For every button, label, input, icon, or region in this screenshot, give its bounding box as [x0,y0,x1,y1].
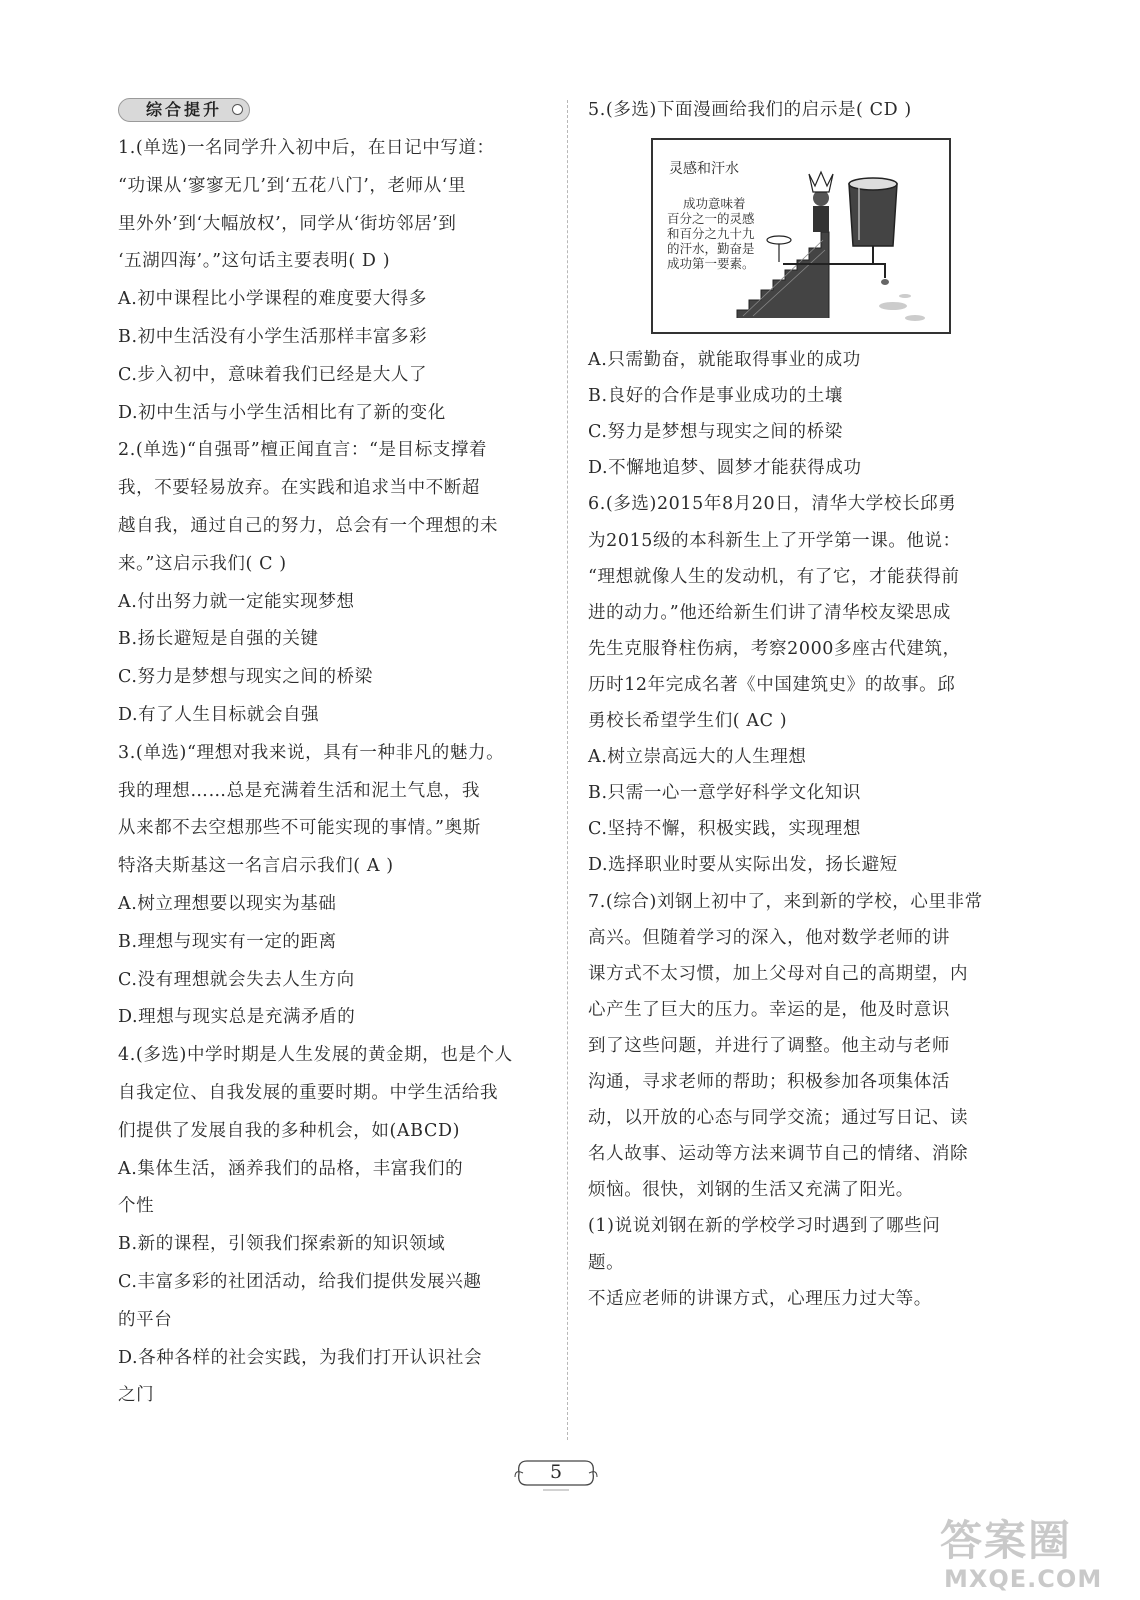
text-line: C.努力是梦想与现实之间的桥梁 [588,422,843,443]
text-line: “功课从‘寥寥无几’到‘五花八门’，老师从‘里 [118,175,467,196]
text-line: B.新的课程，引领我们探索新的知识领域 [118,1234,446,1255]
text-line: 动，以开放的心态与同学交流；通过写日记、读 [588,1108,969,1129]
text-line: 5.(多选)下面漫画给我们的启示是( CD ) [588,100,912,120]
cartoon-caption-line: 百分之一的灵感 [667,211,755,226]
text-line: 题。 [588,1252,625,1273]
text-line: 心产生了巨大的压力。幸运的是，他及时意识 [588,999,950,1020]
text-line: B.初中生活没有小学生活那样丰富多彩 [118,327,428,347]
cartoon-title: 灵感和汗水 [669,161,739,177]
text-line: C.步入初中，意味着我们已经是大人了 [118,364,428,385]
text-line: A.付出努力就一定能实现梦想 [118,591,355,612]
text-line: A.初中课程比小学课程的难度要大得多 [118,289,427,310]
text-line: C.努力是梦想与现实之间的桥梁 [118,667,373,688]
text-line: 课方式不太习惯，加上父母对自己的高期望，内 [588,963,969,984]
section-title-banner [118,98,250,122]
site-watermark [940,1518,1130,1596]
text-line: 为2015级的本科新生上了开学第一课。他说： [588,530,961,551]
text-line: C.坚持不懈，积极实践，实现理想 [588,819,861,840]
text-line: 勇校长希望学生们( AC ) [588,711,788,731]
text-line: 们提供了发展自我的多种机会，如(ABCD) [118,1120,460,1141]
text-line: 2.(单选)“自强哥”檀正闻直言：“是目标支撑着 [118,440,488,461]
column-divider [567,100,568,1440]
text-line: 进的动力。”他还给新生们讲了清华校友梁思成 [588,602,951,623]
text-line: D.有了人生目标就会自强 [118,705,320,725]
watermark-url: MXQE.COM [944,1565,1103,1593]
text-line: (1)说说刘钢在新的学校学习时遇到了哪些问 [588,1216,941,1237]
cartoon-caption-line: 成功第一要素。 [667,256,755,271]
text-line: 1.(单选)一名同学升入初中后，在日记中写道： [118,138,495,158]
text-line: A.树立理想要以现实为基础 [118,894,337,914]
text-line: 历时12年完成名著《中国建筑史》的故事。邱 [588,674,956,695]
text-line: 自我定位、自我发展的重要时期。中学生活给我 [118,1083,499,1103]
text-line: 6.(多选)2015年8月20日，清华大学校长邱勇 [588,494,957,515]
page-number: 5 [549,1461,563,1483]
text-line: 个性 [118,1196,155,1217]
text-line: B.理想与现实有一定的距离 [118,931,337,952]
text-line: A.集体生活，涵养我们的品格，丰富我们的 [118,1158,464,1179]
text-line: D.各种各样的社会实践，为我们打开认识社会 [118,1347,483,1368]
text-line: 3.(单选)“理想对我来说，具有一种非凡的魅力。 [118,742,505,763]
text-line: 4.(多选)中学时期是人生发展的黄金期，也是个人 [118,1045,513,1066]
watermark-logo-text: 答案圈 [940,1516,1073,1565]
text-line: 从来都不去空想那些不可能实现的事情。”奥斯 [118,818,481,839]
text-line: D.不懈地追梦、圆梦才能获得成功 [588,458,862,479]
text-line: D.选择职业时要从实际出发，扬长避短 [588,855,898,876]
text-line: 的平台 [118,1309,173,1330]
text-line: 沟通，寻求老师的帮助；积极参加各项集体活 [588,1072,950,1092]
cartoon-caption-line: 的汗水，勤奋是 [667,241,755,256]
text-line: 7.(综合)刘钢上初中了，来到新的学校，心里非常 [588,891,983,912]
text-line: A.只需勤奋，就能取得事业的成功 [588,350,861,370]
text-line: A.树立崇高远大的人生理想 [588,747,807,768]
text-line: 先生克服脊柱伤病，考察2000多座古代建筑， [588,638,961,659]
text-line: C.丰富多彩的社团活动，给我们提供发展兴趣 [118,1272,482,1292]
text-line: 来。”这启示我们( C ) [118,553,287,574]
text-line: 到了这些问题，并进行了调整。他主动与老师 [588,1035,950,1056]
text-line: D.初中生活与小学生活相比有了新的变化 [118,402,446,423]
text-line: 高兴。但随着学习的深入，他对数学老师的讲 [588,927,950,948]
text-line: 之门 [118,1385,155,1406]
cartoon-caption-line: 成功意味着 [683,196,746,211]
section-title: 综合提升 [145,100,222,119]
text-line: 越自我，通过自己的努力，总会有一个理想的未 [118,516,499,536]
cartoon-caption-line: 和百分之九十九 [667,226,755,241]
cartoon-figure [651,138,951,334]
text-line: C.没有理想就会失去人生方向 [118,969,355,990]
text-line: 特洛夫斯基这一名言启示我们( A ) [118,856,394,877]
text-line: B.只需一心一意学好科学文化知识 [588,783,862,804]
text-line: “理想就像人生的发动机，有了它，才能获得前 [588,566,960,587]
text-line: 我，不要轻易放弃。在实践和追求当中不断超 [118,478,480,499]
page-number-badge [513,1455,599,1495]
text-line: 我的理想……总是充满着生活和泥土气息，我 [118,780,480,801]
text-line: 不适应老师的讲课方式，心理压力过大等。 [588,1288,932,1309]
text-line: 烦恼。很快，刘钢的生活又充满了阳光。 [588,1180,914,1201]
text-line: B.良好的合作是事业成功的土壤 [588,386,843,407]
text-line: 里外外’到‘大幅放权’，同学从‘街坊邻居’到 [118,213,457,234]
text-line: ‘五湖四海’。”这句话主要表明( D ) [118,251,391,272]
text-line: B.扬长避短是自强的关键 [118,629,319,650]
circle-ornament-icon [232,104,243,115]
text-line: 名人故事、运动等方法来调节自己的情绪、消除 [588,1144,969,1165]
text-line: D.理想与现实总是充满矛盾的 [118,1007,356,1028]
